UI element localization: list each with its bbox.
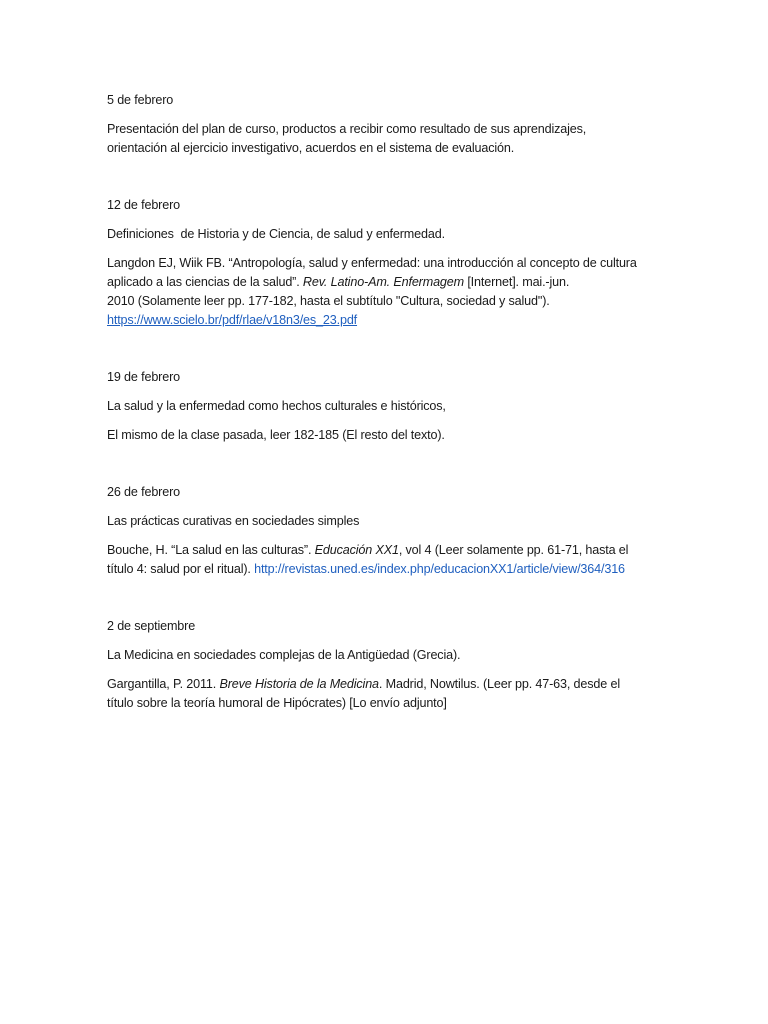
session-date: 5 de febrero	[107, 93, 174, 107]
session-date: 2 de septiembre	[107, 619, 196, 633]
reference-text: . Madrid, Nowtilus. (Leer pp. 47-63, desde el	[378, 677, 620, 691]
reference-text: Gargantilla, P. 2011.	[107, 677, 220, 691]
journal-title: Rev. Latino-Am. Enfermagem	[302, 275, 464, 289]
reference-line	[107, 675, 667, 694]
reference-text: , vol 4 (Leer solamente pp. 61-71, hasta el	[398, 543, 629, 557]
session-19-febrero	[107, 368, 667, 445]
session-5-febrero	[107, 91, 667, 158]
journal-title: Educación XX1	[314, 543, 399, 557]
reference-line: Langdon EJ, Wiik FB. “Antropología, salud y enfermedad: una introducción al concepto de cultura	[107, 256, 637, 270]
session-topic: Las prácticas curativas en sociedades simples	[107, 514, 360, 528]
session-date: 19 de febrero	[107, 370, 180, 384]
reference-text: título 4: salud por el ritual).	[107, 562, 255, 576]
reading-reference: El mismo de la clase pasada, leer 182-185 (El resto del texto).	[107, 428, 445, 442]
reading-reference	[107, 541, 667, 579]
reference-line	[107, 273, 667, 292]
session-topic: La salud y la enfermedad como hechos culturales e históricos,	[107, 399, 446, 413]
session-date: 26 de febrero	[107, 485, 180, 499]
session-topic: La Medicina en sociedades complejas de la Antigüedad (Grecia).	[107, 648, 461, 662]
topic-line: orientación al ejercicio investigativo, acuerdos en el sistema de evaluación.	[107, 141, 515, 155]
reference-line	[107, 560, 667, 579]
reference-line: título sobre la teoría humoral de Hipócrates) [Lo envío adjunto]	[107, 696, 447, 710]
reference-line: 2010 (Solamente leer pp. 177-182, hasta el subtítulo "Cultura, sociedad y salud").	[107, 294, 550, 308]
uned-article-link[interactable]: http://revistas.uned.es/index.php/educacionXX1/article/view/364/316	[254, 562, 625, 576]
session-12-febrero	[107, 196, 667, 330]
reference-text: Bouche, H. “La salud en las culturas”.	[107, 543, 315, 557]
session-topic: Definiciones de Historia y de Ciencia, de salud y enfermedad.	[107, 227, 445, 241]
session-date: 12 de febrero	[107, 198, 180, 212]
reference-text: [Internet]. mai.-jun.	[463, 275, 570, 289]
session-2-septiembre	[107, 617, 667, 713]
scielo-pdf-link[interactable]: https://www.scielo.br/pdf/rlae/v18n3/es_23.pdf	[107, 313, 358, 327]
book-title: Breve Historia de la Medicina	[219, 677, 379, 691]
session-26-febrero	[107, 483, 667, 579]
session-topic	[107, 120, 667, 158]
reading-reference	[107, 254, 667, 330]
reading-reference	[107, 675, 667, 713]
document-page	[107, 91, 667, 713]
reference-text: aplicado a las ciencias de la salud”.	[107, 275, 303, 289]
topic-line: Presentación del plan de curso, productos a recibir como resultado de sus aprendizajes,	[107, 122, 587, 136]
reference-line	[107, 541, 667, 560]
